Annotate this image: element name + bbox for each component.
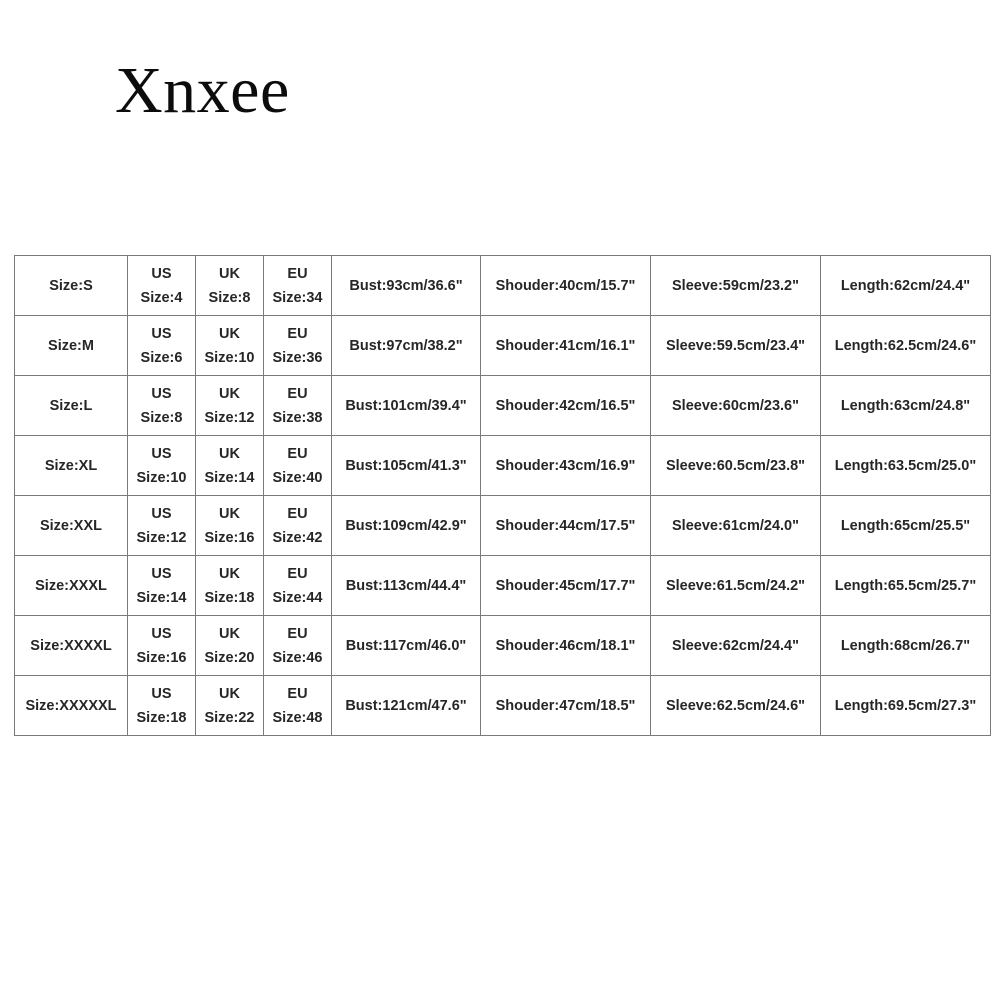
eu-size-value: Size:40 xyxy=(272,469,323,486)
us-size-value: Size:14 xyxy=(136,589,187,606)
size-cell: Size:XXL xyxy=(15,496,128,556)
uk-label: UK xyxy=(219,385,240,402)
eu-label: EU xyxy=(287,685,308,702)
us-size-value: Size:12 xyxy=(136,529,187,546)
us-label: US xyxy=(151,445,172,462)
uk-size-value: Size:22 xyxy=(204,709,255,726)
eu-label: EU xyxy=(287,445,308,462)
shoulder-cell: Shouder:47cm/18.5" xyxy=(481,676,651,736)
us-size-cell xyxy=(128,316,196,376)
eu-size-value: Size:48 xyxy=(272,709,323,726)
table-row xyxy=(15,256,991,316)
bust-cell: Bust:121cm/47.6" xyxy=(332,676,481,736)
us-size-cell xyxy=(128,556,196,616)
brand-title: Xnxee xyxy=(115,54,290,127)
uk-size-cell xyxy=(196,436,264,496)
eu-size-cell xyxy=(264,436,332,496)
us-label: US xyxy=(151,265,172,282)
eu-size-cell xyxy=(264,556,332,616)
size-chart-body xyxy=(15,256,991,736)
eu-label: EU xyxy=(287,505,308,522)
table-row xyxy=(15,496,991,556)
us-size-value: Size:6 xyxy=(140,349,183,366)
us-label: US xyxy=(151,685,172,702)
size-cell: Size:S xyxy=(15,256,128,316)
eu-label: EU xyxy=(287,565,308,582)
us-size-value: Size:18 xyxy=(136,709,187,726)
length-cell: Length:63.5cm/25.0" xyxy=(821,436,991,496)
uk-label: UK xyxy=(219,685,240,702)
uk-label: UK xyxy=(219,445,240,462)
us-size-value: Size:10 xyxy=(136,469,187,486)
eu-label: EU xyxy=(287,325,308,342)
shoulder-cell: Shouder:41cm/16.1" xyxy=(481,316,651,376)
us-size-value: Size:16 xyxy=(136,649,187,666)
uk-size-value: Size:8 xyxy=(208,289,251,306)
length-cell: Length:68cm/26.7" xyxy=(821,616,991,676)
uk-size-cell xyxy=(196,676,264,736)
us-size-value: Size:8 xyxy=(140,409,183,426)
sleeve-cell: Sleeve:60.5cm/23.8" xyxy=(651,436,821,496)
shoulder-cell: Shouder:46cm/18.1" xyxy=(481,616,651,676)
uk-size-value: Size:12 xyxy=(204,409,255,426)
bust-cell: Bust:93cm/36.6" xyxy=(332,256,481,316)
uk-size-cell xyxy=(196,256,264,316)
us-size-cell xyxy=(128,436,196,496)
uk-size-value: Size:10 xyxy=(204,349,255,366)
us-size-value: Size:4 xyxy=(140,289,183,306)
shoulder-cell: Shouder:44cm/17.5" xyxy=(481,496,651,556)
sleeve-cell: Sleeve:62cm/24.4" xyxy=(651,616,821,676)
eu-size-value: Size:42 xyxy=(272,529,323,546)
eu-size-cell xyxy=(264,376,332,436)
uk-label: UK xyxy=(219,265,240,282)
bust-cell: Bust:113cm/44.4" xyxy=(332,556,481,616)
length-cell: Length:62.5cm/24.6" xyxy=(821,316,991,376)
table-row xyxy=(15,676,991,736)
sleeve-cell: Sleeve:59cm/23.2" xyxy=(651,256,821,316)
eu-size-value: Size:44 xyxy=(272,589,323,606)
uk-label: UK xyxy=(219,625,240,642)
table-row xyxy=(15,556,991,616)
bust-cell: Bust:101cm/39.4" xyxy=(332,376,481,436)
length-cell: Length:65cm/25.5" xyxy=(821,496,991,556)
eu-label: EU xyxy=(287,265,308,282)
sleeve-cell: Sleeve:61cm/24.0" xyxy=(651,496,821,556)
sleeve-cell: Sleeve:62.5cm/24.6" xyxy=(651,676,821,736)
table-row xyxy=(15,436,991,496)
us-label: US xyxy=(151,385,172,402)
eu-label: EU xyxy=(287,625,308,642)
size-cell: Size:XXXL xyxy=(15,556,128,616)
us-label: US xyxy=(151,505,172,522)
size-cell: Size:L xyxy=(15,376,128,436)
eu-size-value: Size:34 xyxy=(272,289,323,306)
bust-cell: Bust:117cm/46.0" xyxy=(332,616,481,676)
uk-size-value: Size:14 xyxy=(204,469,255,486)
uk-size-cell xyxy=(196,556,264,616)
length-cell: Length:65.5cm/25.7" xyxy=(821,556,991,616)
us-size-cell xyxy=(128,616,196,676)
eu-size-cell xyxy=(264,616,332,676)
size-cell: Size:XXXXXL xyxy=(15,676,128,736)
table-row xyxy=(15,616,991,676)
uk-size-value: Size:16 xyxy=(204,529,255,546)
table-row xyxy=(15,376,991,436)
us-size-cell xyxy=(128,676,196,736)
size-chart-table xyxy=(14,255,991,736)
uk-size-cell xyxy=(196,616,264,676)
size-cell: Size:XXXXL xyxy=(15,616,128,676)
sleeve-cell: Sleeve:61.5cm/24.2" xyxy=(651,556,821,616)
eu-size-cell xyxy=(264,676,332,736)
bust-cell: Bust:97cm/38.2" xyxy=(332,316,481,376)
eu-size-value: Size:36 xyxy=(272,349,323,366)
table-row xyxy=(15,316,991,376)
eu-size-value: Size:46 xyxy=(272,649,323,666)
us-label: US xyxy=(151,565,172,582)
us-size-cell xyxy=(128,256,196,316)
uk-label: UK xyxy=(219,505,240,522)
shoulder-cell: Shouder:42cm/16.5" xyxy=(481,376,651,436)
us-label: US xyxy=(151,625,172,642)
uk-size-cell xyxy=(196,376,264,436)
uk-size-cell xyxy=(196,316,264,376)
size-cell: Size:M xyxy=(15,316,128,376)
us-label: US xyxy=(151,325,172,342)
eu-size-cell xyxy=(264,496,332,556)
bust-cell: Bust:105cm/41.3" xyxy=(332,436,481,496)
uk-size-cell xyxy=(196,496,264,556)
sleeve-cell: Sleeve:60cm/23.6" xyxy=(651,376,821,436)
length-cell: Length:69.5cm/27.3" xyxy=(821,676,991,736)
shoulder-cell: Shouder:45cm/17.7" xyxy=(481,556,651,616)
us-size-cell xyxy=(128,496,196,556)
us-size-cell xyxy=(128,376,196,436)
eu-size-cell xyxy=(264,256,332,316)
length-cell: Length:62cm/24.4" xyxy=(821,256,991,316)
shoulder-cell: Shouder:40cm/15.7" xyxy=(481,256,651,316)
eu-size-value: Size:38 xyxy=(272,409,323,426)
eu-label: EU xyxy=(287,385,308,402)
uk-label: UK xyxy=(219,565,240,582)
size-cell: Size:XL xyxy=(15,436,128,496)
bust-cell: Bust:109cm/42.9" xyxy=(332,496,481,556)
shoulder-cell: Shouder:43cm/16.9" xyxy=(481,436,651,496)
uk-size-value: Size:20 xyxy=(204,649,255,666)
sleeve-cell: Sleeve:59.5cm/23.4" xyxy=(651,316,821,376)
uk-size-value: Size:18 xyxy=(204,589,255,606)
eu-size-cell xyxy=(264,316,332,376)
uk-label: UK xyxy=(219,325,240,342)
length-cell: Length:63cm/24.8" xyxy=(821,376,991,436)
